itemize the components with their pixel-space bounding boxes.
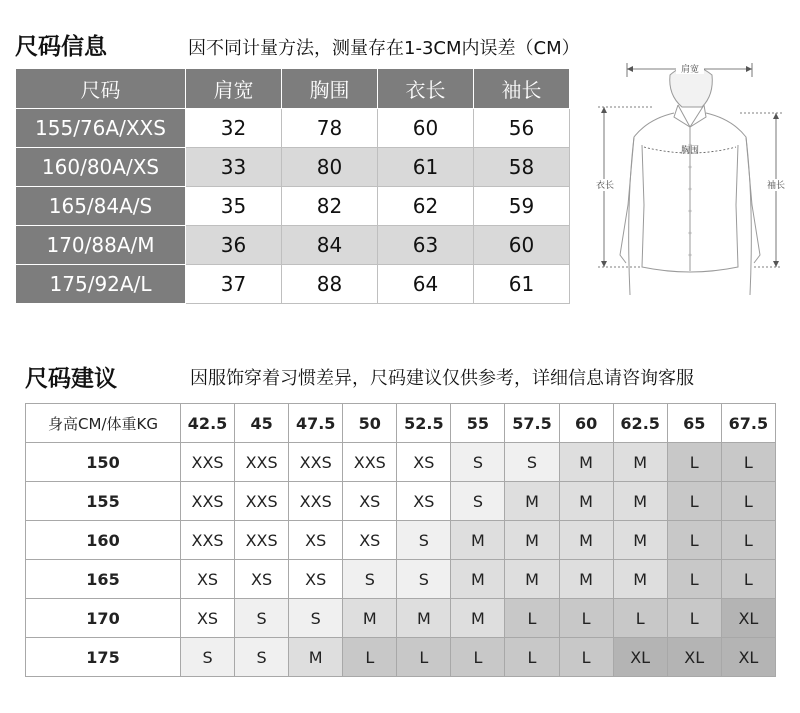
measurement-cell: 61 <box>378 148 474 187</box>
measurement-cell: 64 <box>378 265 474 304</box>
recommended-size-cell: L <box>559 638 613 677</box>
recommended-size-cell: M <box>289 638 343 677</box>
measurement-cell: 32 <box>186 109 282 148</box>
recommended-size-cell: XL <box>613 638 667 677</box>
table-row <box>16 265 570 304</box>
recommended-size-cell: XS <box>343 482 397 521</box>
table-row <box>26 599 776 638</box>
recommended-size-cell: L <box>451 638 505 677</box>
garment-diagram <box>590 55 790 315</box>
size-label-cell: 160/80A/XS <box>16 148 186 187</box>
recommended-size-cell: XS <box>181 599 235 638</box>
shirt-illustration <box>590 55 790 315</box>
recommended-size-cell: M <box>451 599 505 638</box>
recommended-size-cell: XS <box>289 521 343 560</box>
size-info-header-row <box>16 69 570 109</box>
recommended-size-cell: L <box>343 638 397 677</box>
size-label-cell: 155/76A/XXS <box>16 109 186 148</box>
recommended-size-cell: S <box>343 560 397 599</box>
table-row <box>16 226 570 265</box>
recommended-size-cell: M <box>613 443 667 482</box>
weight-header-cell: 45 <box>235 404 289 443</box>
recommended-size-cell: S <box>181 638 235 677</box>
measurement-cell: 59 <box>474 187 570 226</box>
recommended-size-cell: L <box>721 560 775 599</box>
recommended-size-cell: L <box>397 638 451 677</box>
recommended-size-cell: XXS <box>235 521 289 560</box>
size-advice-note: 因服饰穿着习惯差异，尺码建议仅供参考，详细信息请咨询客服 <box>190 368 694 389</box>
recommended-size-cell: XXS <box>235 443 289 482</box>
height-cell: 175 <box>26 638 181 677</box>
header-sleeve: 袖长 <box>474 69 570 109</box>
recommended-size-cell: XXS <box>289 482 343 521</box>
table-row <box>26 638 776 677</box>
recommended-size-cell: S <box>235 599 289 638</box>
table-row <box>26 521 776 560</box>
recommended-size-cell: XL <box>721 638 775 677</box>
table-row <box>26 560 776 599</box>
recommended-size-cell: XXS <box>181 443 235 482</box>
recommended-size-cell: M <box>505 482 559 521</box>
weight-header-cell: 52.5 <box>397 404 451 443</box>
measurement-cell: 78 <box>282 109 378 148</box>
diagram-label-sleeve: 袖长 <box>766 181 786 191</box>
recommended-size-cell: XS <box>289 560 343 599</box>
weight-header-cell: 55 <box>451 404 505 443</box>
table-row <box>16 148 570 187</box>
recommended-size-cell: XS <box>343 521 397 560</box>
recommended-size-cell: S <box>235 638 289 677</box>
size-info-title: 尺码信息 <box>15 34 107 60</box>
recommended-size-cell: XS <box>397 482 451 521</box>
recommended-size-cell: M <box>559 560 613 599</box>
recommended-size-cell: L <box>721 443 775 482</box>
weight-header-cell: 65 <box>667 404 721 443</box>
recommended-size-cell: S <box>289 599 343 638</box>
recommended-size-cell: M <box>451 560 505 599</box>
recommended-size-cell: M <box>505 521 559 560</box>
recommended-size-cell: S <box>451 443 505 482</box>
measurement-cell: 61 <box>474 265 570 304</box>
recommended-size-cell: L <box>667 521 721 560</box>
recommended-size-cell: M <box>505 560 559 599</box>
measurement-cell: 84 <box>282 226 378 265</box>
recommended-size-cell: M <box>451 521 505 560</box>
recommended-size-cell: L <box>505 599 559 638</box>
recommended-size-cell: M <box>613 482 667 521</box>
recommended-size-cell: S <box>505 443 559 482</box>
recommended-size-cell: M <box>613 560 667 599</box>
size-label-cell: 165/84A/S <box>16 187 186 226</box>
size-advice-title: 尺码建议 <box>25 366 117 392</box>
weight-header-cell: 57.5 <box>505 404 559 443</box>
height-cell: 160 <box>26 521 181 560</box>
header-chest: 胸围 <box>282 69 378 109</box>
measurement-note: 因不同计量方法，测量存在1-3CM内误差（CM） <box>188 38 580 59</box>
recommended-size-cell: M <box>397 599 451 638</box>
diagram-label-shoulder: 肩宽 <box>680 65 700 75</box>
weight-header-cell: 62.5 <box>613 404 667 443</box>
recommended-size-cell: M <box>613 521 667 560</box>
header-length: 衣长 <box>378 69 474 109</box>
height-cell: 165 <box>26 560 181 599</box>
measurement-cell: 63 <box>378 226 474 265</box>
recommended-size-cell: L <box>721 482 775 521</box>
height-weight-corner-cell: 身高CM/体重KG <box>26 404 181 443</box>
size-label-cell: 175/92A/L <box>16 265 186 304</box>
recommended-size-cell: XXS <box>289 443 343 482</box>
recommended-size-cell: M <box>559 482 613 521</box>
recommended-size-cell: M <box>559 521 613 560</box>
measurement-cell: 80 <box>282 148 378 187</box>
weight-header-cell: 50 <box>343 404 397 443</box>
recommended-size-cell: L <box>667 560 721 599</box>
recommended-size-cell: L <box>505 638 559 677</box>
height-cell: 150 <box>26 443 181 482</box>
weight-header-cell: 47.5 <box>289 404 343 443</box>
recommended-size-cell: XL <box>721 599 775 638</box>
recommended-size-cell: XS <box>235 560 289 599</box>
measurement-cell: 62 <box>378 187 474 226</box>
recommended-size-cell: XXS <box>343 443 397 482</box>
recommended-size-cell: L <box>667 482 721 521</box>
table-row <box>26 482 776 521</box>
measurement-cell: 88 <box>282 265 378 304</box>
size-label-cell: 170/88A/M <box>16 226 186 265</box>
size-advice-table <box>25 403 776 677</box>
height-cell: 170 <box>26 599 181 638</box>
measurement-cell: 60 <box>474 226 570 265</box>
table-row <box>16 187 570 226</box>
diagram-label-chest: 胸围 <box>680 146 700 156</box>
weight-header-cell: 42.5 <box>181 404 235 443</box>
recommended-size-cell: L <box>721 521 775 560</box>
header-shoulder: 肩宽 <box>186 69 282 109</box>
recommended-size-cell: XL <box>667 638 721 677</box>
weight-header-cell: 60 <box>559 404 613 443</box>
table-row <box>16 109 570 148</box>
diagram-label-length: 衣长 <box>595 181 615 191</box>
recommended-size-cell: M <box>343 599 397 638</box>
recommended-size-cell: L <box>613 599 667 638</box>
measurement-cell: 82 <box>282 187 378 226</box>
measurement-cell: 58 <box>474 148 570 187</box>
recommended-size-cell: L <box>559 599 613 638</box>
recommended-size-cell: L <box>667 599 721 638</box>
measurement-cell: 35 <box>186 187 282 226</box>
header-size: 尺码 <box>16 69 186 109</box>
recommended-size-cell: L <box>667 443 721 482</box>
recommended-size-cell: XXS <box>181 521 235 560</box>
recommended-size-cell: XS <box>397 443 451 482</box>
height-cell: 155 <box>26 482 181 521</box>
measurement-cell: 37 <box>186 265 282 304</box>
recommended-size-cell: S <box>397 521 451 560</box>
table-row <box>26 443 776 482</box>
measurement-cell: 36 <box>186 226 282 265</box>
weight-header-row <box>26 404 776 443</box>
measurement-cell: 33 <box>186 148 282 187</box>
weight-header-cell: 67.5 <box>721 404 775 443</box>
recommended-size-cell: XXS <box>181 482 235 521</box>
recommended-size-cell: XXS <box>235 482 289 521</box>
recommended-size-cell: M <box>559 443 613 482</box>
measurement-cell: 56 <box>474 109 570 148</box>
recommended-size-cell: S <box>397 560 451 599</box>
recommended-size-cell: S <box>451 482 505 521</box>
size-info-table <box>15 68 570 304</box>
recommended-size-cell: XS <box>181 560 235 599</box>
measurement-cell: 60 <box>378 109 474 148</box>
